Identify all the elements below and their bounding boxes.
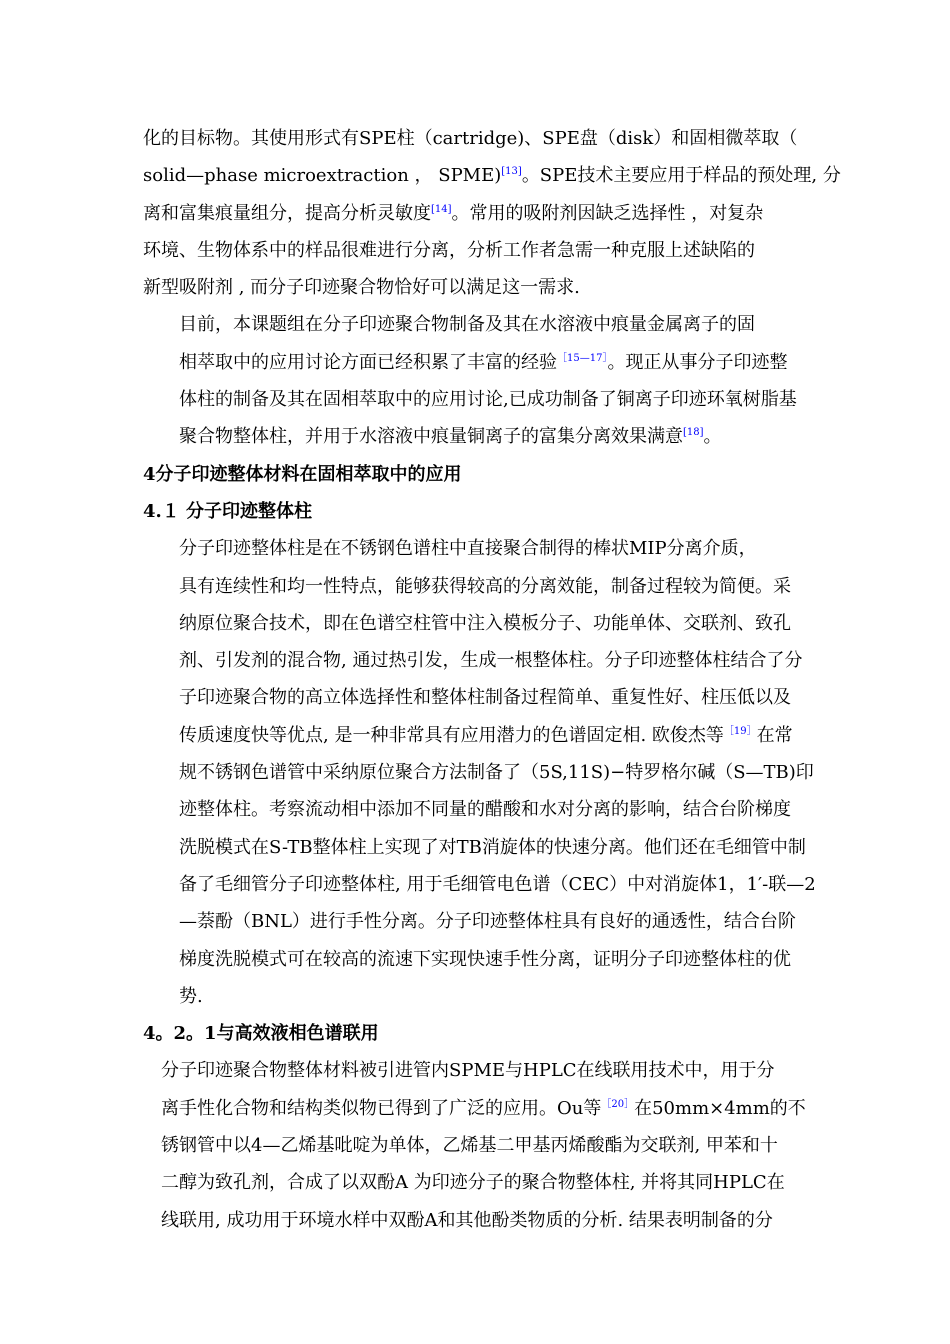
- text-line: [143, 1127, 807, 1164]
- text-line: [143, 1090, 807, 1127]
- text-line: [143, 568, 807, 605]
- text-line: [143, 978, 807, 1015]
- text-run: 环境、生物体系中的样品很难进行分离，分析工作者急需一种克服上述缺陷的: [143, 239, 755, 261]
- text-line: [143, 605, 807, 642]
- section-heading-4-1: 4.１ 分子印迹整体柱: [143, 500, 313, 522]
- text-line: [143, 791, 807, 828]
- text-run: 备了毛细管分子印迹整体柱, 用于毛细管电色谱（CEC）中对消旋体1，1′-联—2: [179, 873, 816, 895]
- text-line: [143, 530, 807, 567]
- text-run: 。: [703, 426, 722, 448]
- document-body: [143, 120, 841, 1239]
- text-run: 聚合物整体柱，并用于水溶液中痕量铜离子的富集分离效果满意: [179, 426, 683, 448]
- text-run: 分子印迹整体柱是在不锈钢色谱柱中直接聚合制得的棒状MIP分离介质，: [179, 538, 757, 560]
- text-run: 目前，本课题组在分子印迹聚合物制备及其在水溶液中痕量金属离子的固: [179, 314, 755, 336]
- paragraph-research-group: [143, 306, 807, 455]
- text-run: 新型吸附剂 , 而分子印迹聚合物恰好可以满足这一需求.: [143, 277, 580, 299]
- text-line: [143, 418, 807, 455]
- text-line: [143, 1164, 807, 1201]
- section-heading-4-2-1: 4。2。1与高效液相色谱联用: [143, 1023, 379, 1045]
- text-line: [143, 754, 814, 791]
- text-line: [143, 941, 807, 978]
- text-run: 在50mm×4mm的不: [634, 1097, 806, 1119]
- paragraph-monolithic-column: [143, 530, 816, 1015]
- text-run: 锈钢管中以4—乙烯基吡啶为单体，乙烯基二甲基丙烯酸酯为交联剂, 甲苯和十: [161, 1135, 778, 1157]
- paragraph-hplc-coupling: [143, 1052, 807, 1238]
- text-line: [143, 829, 807, 866]
- text-line: [143, 642, 807, 679]
- text-line: [143, 195, 807, 232]
- text-line: [143, 120, 807, 157]
- text-line: [143, 717, 807, 754]
- text-run: 化的目标物。其使用形式有SPE柱（cartridge)、SPE盘（disk）和固相微萃取（: [143, 128, 798, 149]
- text-line: [143, 679, 807, 716]
- citation-reference: ［20］: [601, 1098, 635, 1110]
- text-run: —萘酚（BNL）进行手性分离。分子印迹整体柱具有良好的通透性，结合台阶: [179, 911, 796, 933]
- citation-reference: [14]: [431, 203, 452, 215]
- text-line: [143, 269, 807, 306]
- text-run: 洗脱模式在S-TB整体柱上实现了对TB消旋体的快速分离。他们还在毛细管中制: [179, 836, 806, 858]
- text-run: 纳原位聚合技术，即在色谱空柱管中注入模板分子、功能单体、交联剂、致孔: [179, 612, 791, 634]
- text-run: 具有连续性和均一性特点，能够获得较高的分离效能，制备过程较为简便。采: [179, 575, 791, 597]
- text-run: 子印迹聚合物的高立体选择性和整体柱制备过程简单、重复性好、柱压低以及: [179, 687, 791, 709]
- text-run: 二醇为致孔剂，合成了以双酚A 为印迹分子的聚合物整体柱, 并将其同HPLC在: [161, 1172, 785, 1194]
- text-line: [143, 157, 841, 194]
- text-run: 在常: [756, 724, 793, 746]
- section-heading-4: 4分子印迹整体材料在固相萃取中的应用: [143, 463, 462, 485]
- text-line: [143, 306, 807, 343]
- text-run: 分子印迹聚合物整体材料被引进管内SPME与HPLC在线联用技术中，用于分: [161, 1060, 775, 1082]
- text-line: [143, 1202, 807, 1239]
- text-run: 离和富集痕量组分，提高分析灵敏度: [143, 202, 431, 224]
- text-run: 离手性化合物和结构类似物已得到了广泛的应用。Ou等: [161, 1097, 602, 1119]
- text-line: [143, 1052, 807, 1089]
- text-run: 势.: [179, 985, 203, 1007]
- text-line: [143, 344, 807, 381]
- paragraph-spe-intro: [143, 120, 841, 306]
- citation-reference: ［15—17］: [557, 352, 608, 364]
- citation-reference: [18]: [683, 427, 704, 439]
- text-run: solid—phase microextraction ， SPME): [143, 165, 502, 187]
- citation-reference: [13]: [501, 166, 522, 178]
- text-run: 剂、引发剂的混合物, 通过热引发，生成一根整体柱。分子印迹整体柱结合了分: [179, 650, 803, 672]
- text-line: [143, 232, 807, 269]
- text-run: 。SPE技术主要应用于样品的预处理, 分: [521, 165, 841, 187]
- text-run: 规不锈钢色谱管中采纳原位聚合方法制备了（5S,11S)−特罗格尔碱（S—TB)印: [179, 762, 814, 784]
- text-run: 相萃取中的应用讨论方面已经积累了丰富的经验: [179, 351, 557, 373]
- text-run: 体柱的制备及其在固相萃取中的应用讨论,已成功制备了铜离子印迹环氧树脂基: [179, 389, 797, 411]
- text-line: [143, 866, 816, 903]
- text-line: [143, 381, 807, 418]
- text-line: [143, 903, 807, 940]
- citation-reference: ［19］: [723, 725, 757, 737]
- text-run: 。现正从事分子印迹整: [607, 351, 788, 373]
- text-run: 线联用, 成功用于环境水样中双酚A和其他酚类物质的分析. 结果表明制备的分: [161, 1209, 773, 1231]
- text-run: 梯度洗脱模式可在较高的流速下实现快速手性分离，证明分子印迹整体柱的优: [179, 948, 791, 970]
- text-run: 。常用的吸附剂因缺乏选择性 ，对复杂: [451, 202, 764, 224]
- text-run: 传质速度快等优点, 是一种非常具有应用潜力的色谱固定相. 欧俊杰等: [179, 724, 724, 746]
- text-run: 迹整体柱。考察流动相中添加不同量的醋酸和水对分离的影响，结合台阶梯度: [179, 799, 791, 821]
